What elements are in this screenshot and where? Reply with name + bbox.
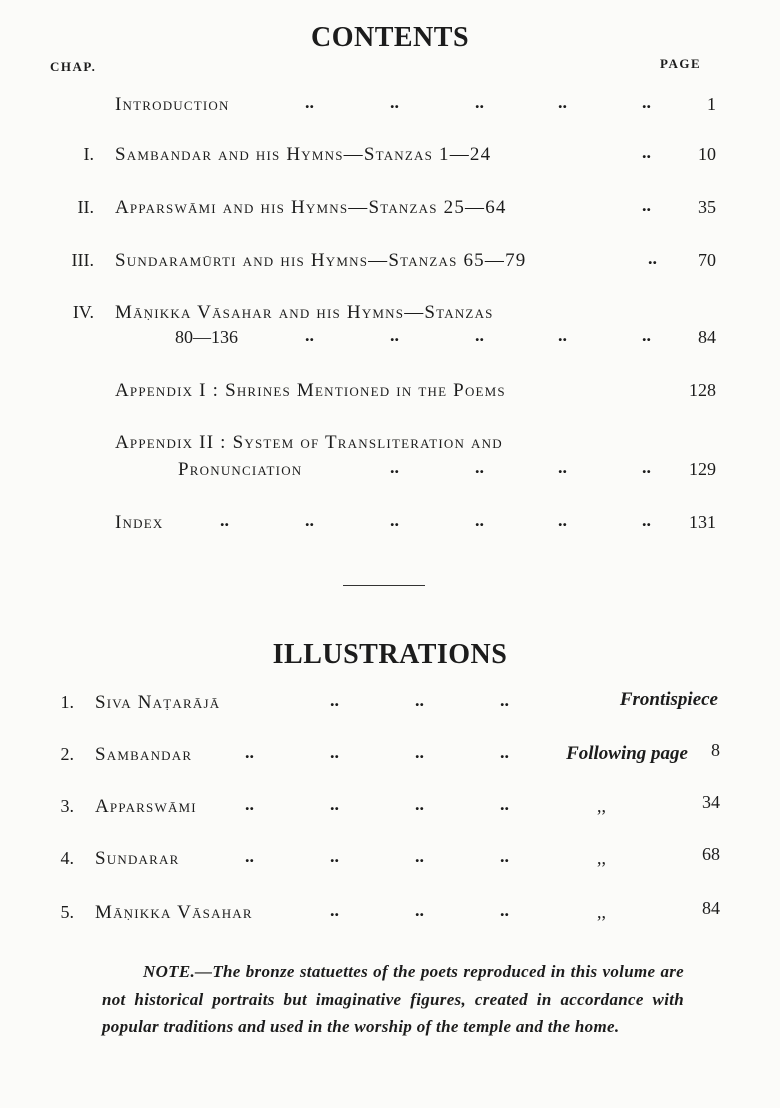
page-number: 84 — [698, 327, 716, 347]
leader-dots: .. — [220, 510, 229, 530]
leader-dots: .. — [390, 457, 399, 477]
leader-dots: .. — [415, 900, 424, 920]
page-number: 1 — [707, 94, 716, 114]
entry-title: Māṇikka Vāsahar and his Hymns—Stanzas — [115, 302, 494, 323]
page-column-label: PAGE — [660, 56, 702, 71]
entry-title: Appendix II : System of Transliteration and — [115, 432, 503, 453]
entry-title-continued: 80—136 — [175, 327, 238, 347]
leader-dots: .. — [642, 325, 651, 345]
leader-dots: .. — [558, 510, 567, 530]
illustration-number: 4. — [60, 848, 74, 868]
leader-dots: .. — [330, 794, 339, 814]
chapter-number: IV. — [72, 302, 94, 322]
illustration-location: Frontispiece — [619, 689, 718, 710]
leader-dots: .. — [415, 742, 424, 762]
ditto-mark: ,, — [597, 848, 606, 868]
illustrations-heading: ILLUSTRATIONS — [272, 639, 508, 670]
entry-title: Apparswāmi and his Hymns—Stanzas 25—64 — [115, 197, 507, 218]
page-number: 10 — [698, 144, 716, 164]
illustration-location: Following page — [566, 743, 688, 764]
leader-dots: .. — [245, 846, 254, 866]
entry-title: Introduction — [115, 94, 230, 115]
leader-dots: .. — [390, 325, 399, 345]
illustration-number: 5. — [60, 902, 74, 922]
leader-dots: .. — [305, 325, 314, 345]
leader-dots: .. — [415, 846, 424, 866]
illustration-title: Siva Naṭarājā — [95, 692, 221, 713]
leader-dots: .. — [500, 690, 509, 710]
illustration-title: Māṇikka Vāsahar — [95, 902, 253, 923]
page-number: 68 — [702, 844, 720, 864]
illustration-number: 2. — [60, 744, 74, 764]
contents-heading: CONTENTS — [310, 22, 470, 53]
chap-column-label: CHAP. — [50, 59, 97, 74]
leader-dots: .. — [500, 742, 509, 762]
leader-dots: .. — [330, 846, 339, 866]
illustration-number: 1. — [60, 692, 74, 712]
page-number: 34 — [702, 792, 720, 812]
leader-dots: .. — [415, 794, 424, 814]
leader-dots: .. — [642, 92, 651, 112]
leader-dots: .. — [558, 92, 567, 112]
leader-dots: .. — [475, 457, 484, 477]
leader-dots: .. — [415, 690, 424, 710]
leader-dots: .. — [642, 142, 651, 162]
leader-dots: .. — [475, 325, 484, 345]
leader-dots: .. — [558, 325, 567, 345]
illustration-title: Sambandar — [95, 744, 193, 765]
leader-dots: .. — [245, 794, 254, 814]
page-number: 128 — [689, 380, 716, 400]
note-paragraph: NOTE.—The bronze statuettes of the poets reproduced in this volume are not historical portraits but imaginative figures, created in accordance with popular traditions and used in the worship of the temple and the home. — [102, 962, 684, 1036]
illustration-title: Apparswāmi — [95, 796, 197, 817]
page-number: 70 — [698, 250, 716, 270]
leader-dots: .. — [305, 510, 314, 530]
leader-dots: .. — [245, 742, 254, 762]
illustration-title: Sundarar — [95, 848, 180, 869]
chapter-number: III. — [71, 250, 94, 270]
entry-title: Appendix I : Shrines Mentioned in the Poems — [115, 380, 506, 401]
leader-dots: .. — [642, 510, 651, 530]
page-number: 35 — [698, 197, 716, 217]
chapter-number: II. — [77, 197, 94, 217]
leader-dots: .. — [500, 900, 509, 920]
leader-dots: .. — [475, 92, 484, 112]
ditto-mark: ,, — [597, 902, 606, 922]
leader-dots: .. — [330, 742, 339, 762]
leader-dots: .. — [648, 248, 657, 268]
leader-dots: .. — [390, 510, 399, 530]
page-number: 8 — [711, 740, 720, 760]
leader-dots: .. — [305, 92, 314, 112]
illustration-number: 3. — [60, 796, 74, 816]
page-number: 131 — [689, 512, 716, 532]
leader-dots: .. — [642, 457, 651, 477]
page-number: 129 — [689, 459, 716, 479]
leader-dots: .. — [558, 457, 567, 477]
ditto-mark: ,, — [597, 796, 606, 816]
entry-title-continued: Pronunciation — [178, 459, 303, 480]
leader-dots: .. — [475, 510, 484, 530]
leader-dots: .. — [500, 846, 509, 866]
entry-title: Sundaramūrti and his Hymns—Stanzas 65—79 — [115, 250, 527, 271]
leader-dots: .. — [330, 690, 339, 710]
section-divider — [343, 585, 425, 586]
entry-title: Sambandar and his Hymns—Stanzas 1—24 — [115, 144, 492, 165]
entry-title: Index — [115, 512, 164, 533]
leader-dots: .. — [500, 794, 509, 814]
leader-dots: .. — [642, 195, 651, 215]
leader-dots: .. — [390, 92, 399, 112]
page-number: 84 — [702, 898, 720, 918]
chapter-number: I. — [83, 144, 94, 164]
leader-dots: .. — [330, 900, 339, 920]
